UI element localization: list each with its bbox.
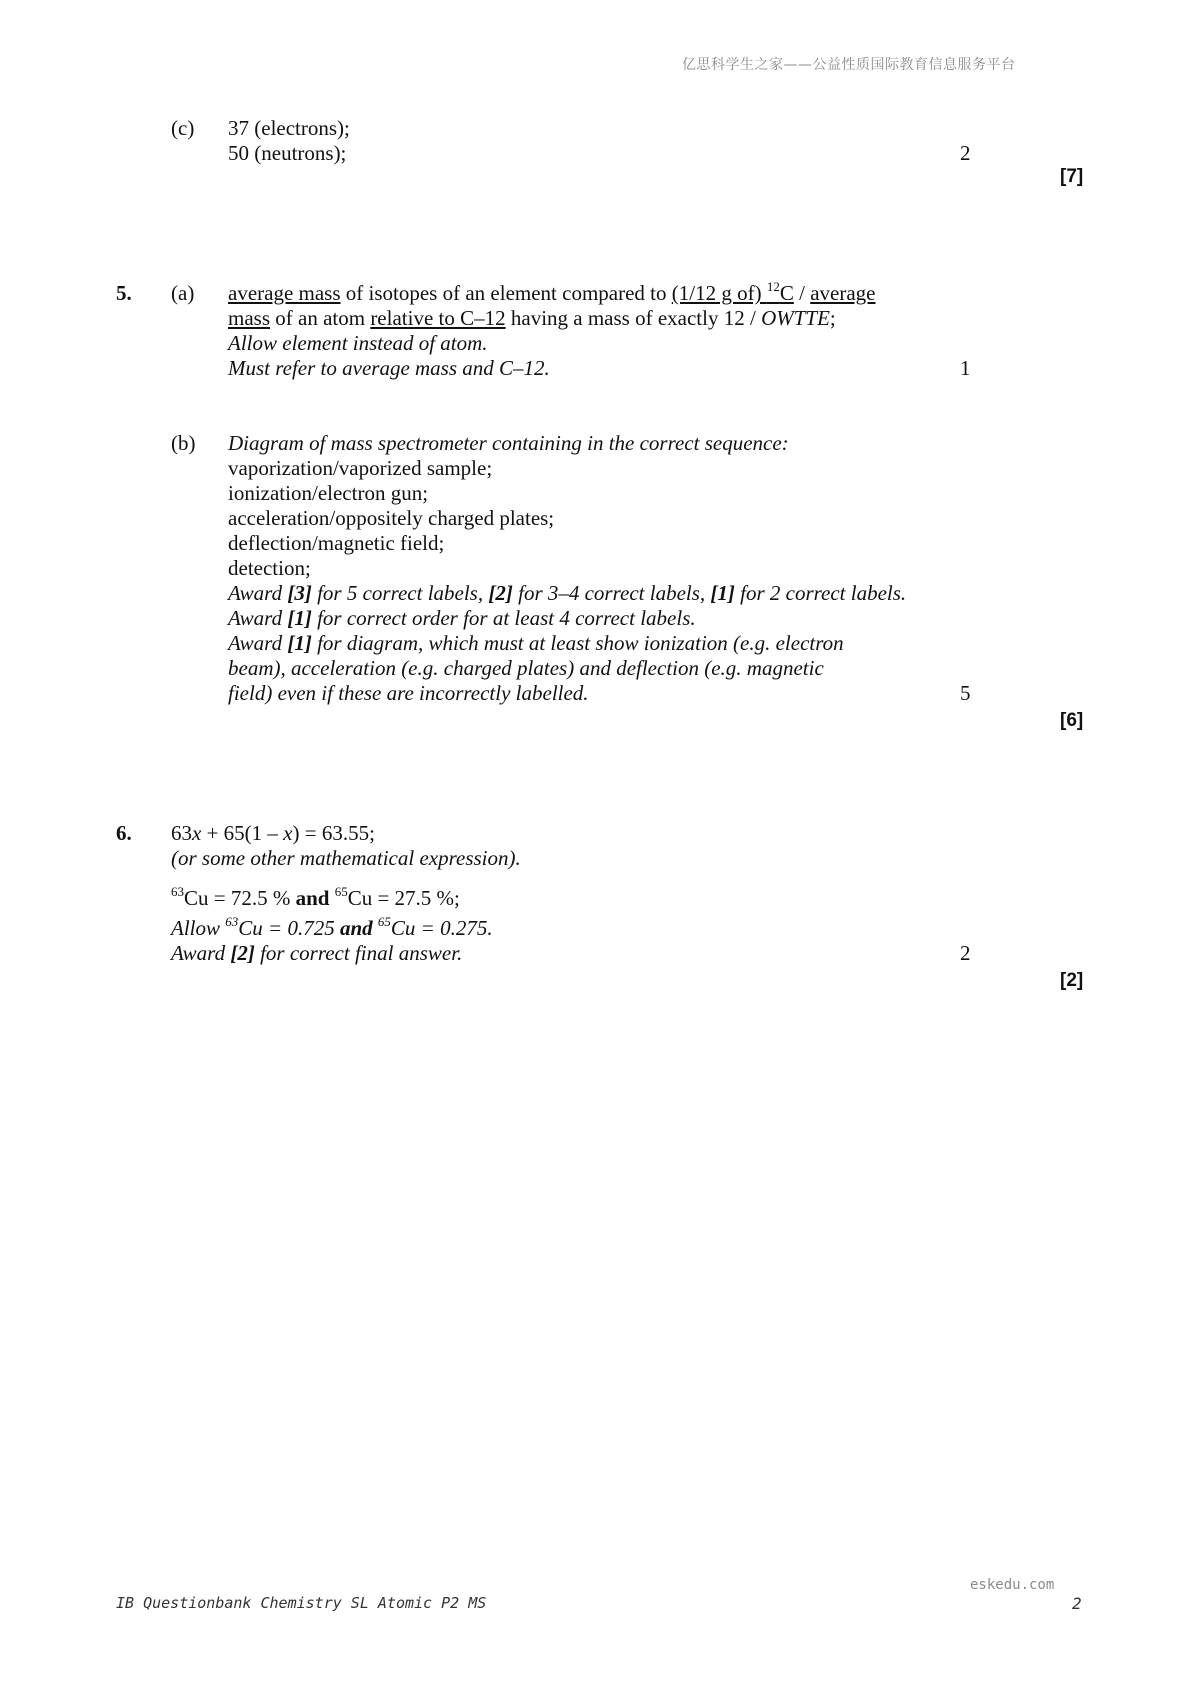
q6-result-and: and	[295, 886, 330, 910]
footer-page-number: 2	[1072, 1594, 1082, 1613]
q5b-award-text: Award	[228, 581, 288, 605]
q6-result	[171, 886, 460, 911]
q5b-part-label: (b)	[171, 431, 196, 455]
q5b-award-text: for correct order for at least 4 correct labels.	[311, 606, 696, 630]
q5b-award-text: Award	[228, 631, 288, 655]
q5a-text: having a mass of exactly 12 /	[505, 306, 762, 330]
q5a-note-2: Must refer to average mass and C–12.	[228, 356, 550, 380]
footer-site: eskedu.com	[970, 1577, 1055, 1593]
q4c-part-label: (c)	[171, 116, 195, 140]
q4c-line-1: 37 (electrons);	[228, 116, 350, 140]
q5b-item: acceleration/oppositely charged plates;	[228, 506, 555, 530]
q4-total-mark: [7]	[1060, 166, 1084, 187]
q5b-mark: 5	[960, 681, 971, 705]
q5b-award-mark: [1]	[287, 606, 312, 630]
q5b-award-text: for 3–4 correct labels,	[512, 581, 711, 605]
q5b-item: detection;	[228, 556, 311, 580]
q6-award-mark: [2]	[230, 941, 255, 965]
q5b-award-mark: [1]	[287, 631, 312, 655]
q5a-underline-mass: mass	[228, 306, 270, 330]
q5a-element-c: C	[779, 281, 794, 305]
q5b-item: vaporization/vaporized sample;	[228, 456, 493, 480]
q6-allow-text: Allow	[171, 916, 226, 940]
q5b-award-1	[228, 581, 906, 606]
q6-note: (or some other mathematical expression).	[171, 846, 521, 870]
q6-equation	[171, 821, 375, 846]
header-watermark: 亿思科学生之家——公益性质国际教育信息服务平台	[682, 57, 1016, 73]
q6-sup: 63	[225, 914, 239, 929]
q6-allow	[171, 916, 493, 941]
q5b-award-text: for 2 correct labels.	[734, 581, 907, 605]
q5a-fraction-text: (1/12 g of)	[671, 281, 767, 305]
q5b-award-mark: [3]	[287, 581, 312, 605]
q5a-line-1	[228, 281, 875, 306]
q5b-award-3	[228, 631, 844, 656]
q5b-intro: Diagram of mass spectrometer containing in the correct sequence:	[228, 431, 789, 455]
q5b-award-text: for 5 correct labels,	[311, 581, 489, 605]
q6-award	[171, 941, 462, 966]
q6-eq-text: 63	[171, 821, 192, 845]
q5-total-mark: [6]	[1060, 710, 1084, 731]
q5a-text: of an atom	[270, 306, 371, 330]
q6-award-text: for correct final answer.	[254, 941, 463, 965]
q5a-part-label: (a)	[171, 281, 195, 305]
q5a-slash: /	[793, 281, 811, 305]
q5b-award-text: Award	[228, 606, 288, 630]
q5-number: 5.	[116, 281, 132, 305]
q6-eq-text: + 65(1 –	[201, 821, 284, 845]
q5a-underline-average: average	[810, 281, 876, 305]
q6-sup: 65	[334, 884, 348, 899]
q5a-text: of isotopes of an element compared to	[340, 281, 672, 305]
q5b-award-3-line-2: beam), acceleration (e.g. charged plates) and deflection (e.g. magnetic	[228, 656, 824, 680]
q4c-line-2: 50 (neutrons);	[228, 141, 347, 165]
q5a-owtte: OWTTE	[761, 306, 830, 330]
q6-eq-variable: x	[192, 821, 202, 845]
q5b-award-mark: [1]	[710, 581, 735, 605]
q6-award-text: Award	[171, 941, 231, 965]
q6-allow-text: Cu = 0.725	[238, 916, 340, 940]
q4c-mark: 2	[960, 141, 971, 165]
q6-eq-text: ) = 63.55;	[292, 821, 375, 845]
q6-total-mark: [2]	[1060, 970, 1084, 991]
q5a-mark: 1	[960, 356, 971, 380]
q5a-note-1: Allow element instead of atom.	[228, 331, 488, 355]
q5b-award-2	[228, 606, 696, 631]
q6-number: 6.	[116, 821, 132, 845]
q5a-sup-12: 12	[766, 279, 780, 294]
q6-result-text: Cu = 27.5 %;	[347, 886, 460, 910]
q5b-award-text: for diagram, which must at least show ionization (e.g. electron	[311, 631, 844, 655]
footer-title: IB Questionbank Chemistry SL Atomic P2 MS	[116, 1594, 487, 1612]
q6-mark: 2	[960, 941, 971, 965]
q5a-semicolon: ;	[829, 306, 836, 330]
q5b-award-mark: [2]	[488, 581, 513, 605]
q5a-line-2	[228, 306, 836, 331]
q6-eq-variable: x	[283, 821, 293, 845]
q6-sup: 63	[171, 884, 184, 899]
q5b-item: ionization/electron gun;	[228, 481, 429, 505]
q6-sup: 65	[377, 914, 391, 929]
q5a-underline-average-mass: average mass	[228, 281, 341, 305]
q5a-underline-carbon12	[672, 281, 794, 305]
q5a-underline-relative: relative to C–12	[370, 306, 506, 330]
q6-allow-and: and	[339, 916, 373, 940]
q6-result-text: Cu = 72.5 %	[184, 886, 296, 910]
q6-allow-text: Cu = 0.275.	[390, 916, 493, 940]
q5b-award-3-line-3: field) even if these are incorrectly labelled.	[228, 681, 589, 705]
q5b-item: deflection/magnetic field;	[228, 531, 445, 555]
